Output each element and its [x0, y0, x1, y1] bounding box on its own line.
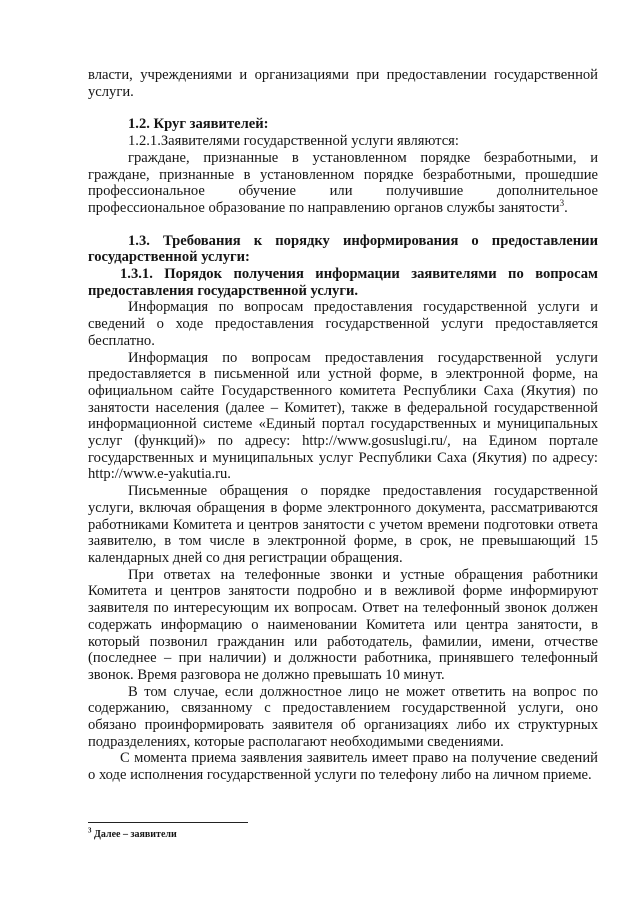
paragraph-info-free: Информация по вопросам предоставления государственной услуги и сведений о ходе предоставления государственной услуги предоставляется бесплатно.	[88, 299, 598, 349]
paragraph-info-forms: Информация по вопросам предоставления государственной услуги предоставляется в письменной или устной форме, в электронной форме, на официальном сайте Государственного комитета Республики Саха (Якутия) по занятости населения (далее – Комитет), также в федеральной государственной информационной системе «Единый портал государственных и муниципальных услуг (функций)» по адресу: http://www.gosuslugi.ru/, на Едином портале государственных и муниципальных услуг Республики Саха (Якутия) по адресу: http://www.e-yakutia.ru.	[88, 349, 598, 483]
section-1-3-1-heading	[88, 266, 598, 299]
footnote	[88, 826, 177, 841]
section-1-2-heading	[88, 116, 598, 133]
section-1-2-1-paragraph: 1.2.1.Заявителями государственной услуги являются:	[128, 133, 459, 150]
footnote-text: Далее – заявители	[91, 829, 177, 840]
section-1-3-heading	[88, 233, 598, 266]
section-1-2-1-body-text: граждане, признанные в установленном порядке безработными, и граждане, признанные в установленном порядке безработными, прошедшие профессиональное обучение или получившие дополнительное профессиональное образование по направлению органов службы занятости	[88, 149, 598, 216]
section-1-2-heading-text: 1.2. Круг заявителей:	[128, 116, 269, 133]
paragraph-status-info: С момента приема заявления заявитель имеет право на получение сведений о ходе исполнения государственной услуги по телефону либо на личном приеме.	[88, 750, 598, 784]
section-1-3-1-heading-text: 1.3.1. Порядок получения информации заявителями по вопросам предоставления государственной услуги.	[88, 266, 598, 299]
footnote-reference: 3	[559, 198, 565, 209]
paragraph-phone-answers: При ответах на телефонные звонки и устные обращения работники Комитета и центров занятости подробно и в вежливой форме информируют заявителя по интересующим их вопросам. Ответ на телефонный звонок должен содержать информацию о наименовании Комитета или центра занятости, в который позвонил гражданин или работодатель, фамилии, имени, отчестве (последнее – при наличии) и должности работника, принявшего телефонный звонок. Время разговора не должно превышать 10 минут.	[88, 566, 598, 683]
document-body	[88, 67, 598, 784]
section-1-2-1-body: граждане, признанные в установленном порядке безработными, и граждане, признанные в установленном порядке безработными, прошедшие профессиональное обучение или получившие дополнительное профессиональное образование по направлению органов службы занятости$^3$.	[88, 149, 598, 216]
footnote-divider	[88, 822, 248, 823]
paragraph-written-requests: Письменные обращения о порядке предоставления государственной услуги, включая обращения в форме электронного документа, рассматриваются работниками Комитета и центров занятости с учетом времени подготовки ответа заявителю, в том числе в электронной форме, в срок, не превышающий 15 календарных дней со дня регистрации обращения.	[88, 483, 598, 566]
footnote-mark: 3	[88, 826, 92, 835]
paragraph-redirect: В том случае, если должностное лицо не может ответить на вопрос по содержанию, связанному с предоставлением государственной услуги, оно обязано проинформировать заявителя об организациях либо их структурных подразделениях, которые располагают необходимыми сведениями.	[88, 683, 598, 750]
section-1-3-heading-text: 1.3. Требования к порядку информирования о предоставлении государственной услуги:	[88, 232, 598, 266]
intro-paragraph: власти, учреждениями и организациями при предоставлении государственной услуги.	[88, 67, 598, 100]
